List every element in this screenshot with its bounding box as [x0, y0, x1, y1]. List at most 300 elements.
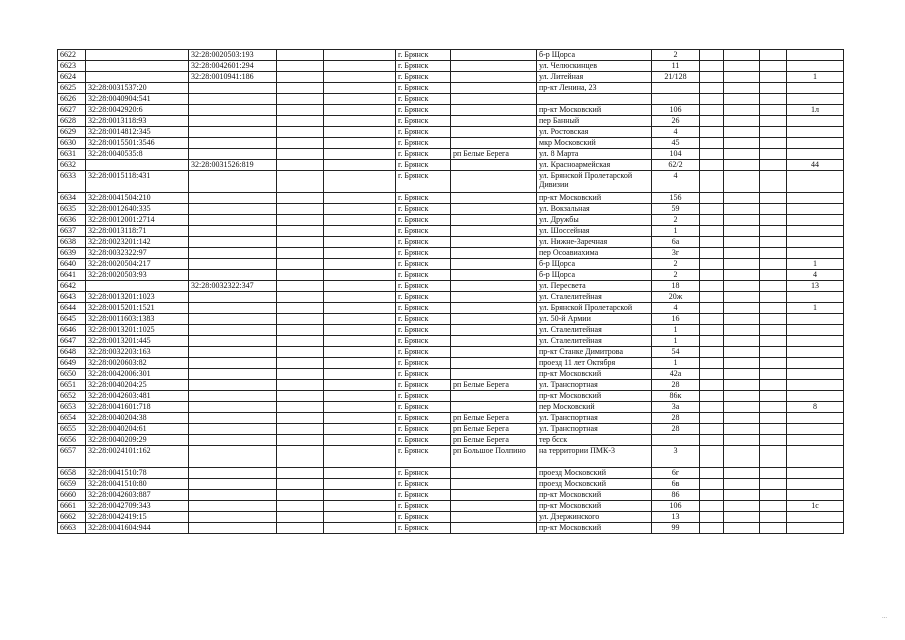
cell-street: ул. Транспортная [537, 380, 652, 391]
cell-house-number: 2 [652, 259, 700, 270]
cell-cadastral-number-alt [189, 270, 277, 281]
page-corner-mark: ... [882, 614, 888, 620]
cell-col-11 [724, 138, 760, 149]
cell-house-number: 156 [652, 193, 700, 204]
cell-cadastral-number: 32:28:0032322:97 [86, 248, 189, 259]
cell-col-10 [700, 325, 724, 336]
cell-cadastral-number: 32:28:0014812:345 [86, 127, 189, 138]
cell-settlement [451, 347, 537, 358]
cell-col-5 [324, 303, 396, 314]
cell-city: г. Брянск [396, 281, 451, 292]
cell-col-11 [724, 325, 760, 336]
cell-city: г. Брянск [396, 413, 451, 424]
cell-col-12 [760, 369, 787, 380]
cell-col-10 [700, 116, 724, 127]
cell-col-4 [277, 424, 324, 435]
cell-street: пр-кт Московский [537, 391, 652, 402]
cell-col-12 [760, 270, 787, 281]
cell-cadastral-number: 32:28:0013201:445 [86, 336, 189, 347]
cell-col-10 [700, 193, 724, 204]
cell-apartment [787, 94, 844, 105]
cell-settlement [451, 105, 537, 116]
cell-street: ул. Сталелитейная [537, 292, 652, 303]
cell-settlement [451, 479, 537, 490]
cell-col-12 [760, 391, 787, 402]
cell-apartment [787, 116, 844, 127]
cell-city: г. Брянск [396, 314, 451, 325]
cell-house-number: 28 [652, 413, 700, 424]
table-row [58, 149, 844, 160]
cell-apartment [787, 446, 844, 468]
cell-settlement [451, 116, 537, 127]
cell-apartment [787, 138, 844, 149]
cell-city: г. Брянск [396, 490, 451, 501]
cell-col-5 [324, 50, 396, 61]
table-row [58, 193, 844, 204]
cell-cadastral-number-alt [189, 259, 277, 270]
cell-col-10 [700, 226, 724, 237]
cell-settlement [451, 226, 537, 237]
cell-apartment [787, 380, 844, 391]
cell-col-12 [760, 105, 787, 116]
cell-house-number: 106 [652, 105, 700, 116]
cell-apartment [787, 490, 844, 501]
cell-col-4 [277, 501, 324, 512]
cell-row-number: 6639 [58, 248, 86, 259]
cell-col-11 [724, 358, 760, 369]
cell-settlement [451, 171, 537, 193]
cell-house-number: 1 [652, 358, 700, 369]
cell-col-11 [724, 413, 760, 424]
cell-cadastral-number-alt [189, 127, 277, 138]
cell-col-4 [277, 127, 324, 138]
cell-col-4 [277, 281, 324, 292]
cell-col-10 [700, 479, 724, 490]
cell-cadastral-number: 32:28:0013201:1025 [86, 325, 189, 336]
cell-settlement [451, 325, 537, 336]
cell-city: г. Брянск [396, 193, 451, 204]
table-row [58, 424, 844, 435]
cell-cadastral-number: 32:28:0013118:93 [86, 116, 189, 127]
cell-row-number: 6646 [58, 325, 86, 336]
cell-cadastral-number: 32:28:0042603:481 [86, 391, 189, 402]
cell-row-number: 6643 [58, 292, 86, 303]
cell-cadastral-number-alt: 32:28:0020503:193 [189, 50, 277, 61]
cell-col-12 [760, 413, 787, 424]
table-row [58, 314, 844, 325]
cell-col-10 [700, 160, 724, 171]
cell-cadastral-number-alt [189, 237, 277, 248]
cell-house-number: 11 [652, 61, 700, 72]
cell-house-number: 1 [652, 325, 700, 336]
cell-col-12 [760, 248, 787, 259]
table-row [58, 72, 844, 83]
cell-cadastral-number: 32:28:0020503:93 [86, 270, 189, 281]
cell-row-number: 6648 [58, 347, 86, 358]
cell-settlement [451, 281, 537, 292]
cell-col-11 [724, 369, 760, 380]
cell-col-12 [760, 259, 787, 270]
cell-street [537, 94, 652, 105]
cell-col-11 [724, 292, 760, 303]
cell-apartment [787, 314, 844, 325]
cell-street: пр-кт Ленина, 23 [537, 83, 652, 94]
cell-cadastral-number: 32:28:0042006:301 [86, 369, 189, 380]
cell-cadastral-number-alt: 32:28:0042601:294 [189, 61, 277, 72]
cell-cadastral-number-alt [189, 149, 277, 160]
cell-apartment: 1 [787, 259, 844, 270]
cell-apartment [787, 50, 844, 61]
cell-row-number: 6658 [58, 468, 86, 479]
cell-col-11 [724, 523, 760, 534]
cell-city: г. Брянск [396, 248, 451, 259]
cell-settlement [451, 402, 537, 413]
cell-cadastral-number: 32:28:0040204:61 [86, 424, 189, 435]
table-row [58, 358, 844, 369]
cell-col-10 [700, 369, 724, 380]
cell-cadastral-number: 32:28:0041601:718 [86, 402, 189, 413]
cell-col-4 [277, 105, 324, 116]
table-row [58, 446, 844, 468]
cell-city: г. Брянск [396, 446, 451, 468]
cell-cadastral-number-alt: 32:28:0032322:347 [189, 281, 277, 292]
cell-house-number: 20ж [652, 292, 700, 303]
cell-cadastral-number: 32:28:0042709:343 [86, 501, 189, 512]
cell-row-number: 6645 [58, 314, 86, 325]
cell-city: г. Брянск [396, 303, 451, 314]
cell-row-number: 6650 [58, 369, 86, 380]
cell-street: пр-кт Московский [537, 193, 652, 204]
cell-col-10 [700, 402, 724, 413]
cell-col-4 [277, 347, 324, 358]
cell-city: г. Брянск [396, 83, 451, 94]
cell-col-5 [324, 171, 396, 193]
cell-row-number: 6623 [58, 61, 86, 72]
cell-street: проезд 11 лет Октября [537, 358, 652, 369]
cell-house-number: 28 [652, 424, 700, 435]
table-row [58, 325, 844, 336]
cell-col-5 [324, 215, 396, 226]
cell-settlement [451, 336, 537, 347]
cell-apartment [787, 358, 844, 369]
cell-col-11 [724, 61, 760, 72]
cell-apartment [787, 325, 844, 336]
cell-col-12 [760, 314, 787, 325]
cell-col-4 [277, 72, 324, 83]
cell-settlement [451, 303, 537, 314]
cell-row-number: 6660 [58, 490, 86, 501]
cell-city: г. Брянск [396, 116, 451, 127]
table-row [58, 94, 844, 105]
cell-cadastral-number-alt [189, 523, 277, 534]
cell-city: г. Брянск [396, 270, 451, 281]
cell-cadastral-number-alt [189, 193, 277, 204]
cell-col-10 [700, 61, 724, 72]
cell-apartment [787, 435, 844, 446]
cell-cadastral-number-alt [189, 501, 277, 512]
cell-col-5 [324, 292, 396, 303]
cell-col-4 [277, 50, 324, 61]
cell-col-10 [700, 248, 724, 259]
cell-col-10 [700, 292, 724, 303]
cell-city: г. Брянск [396, 50, 451, 61]
cell-cadastral-number-alt [189, 424, 277, 435]
cell-col-10 [700, 446, 724, 468]
cell-col-4 [277, 380, 324, 391]
cell-col-12 [760, 94, 787, 105]
cell-col-12 [760, 479, 787, 490]
cell-col-5 [324, 259, 396, 270]
cell-apartment [787, 391, 844, 402]
cell-col-12 [760, 435, 787, 446]
cell-col-5 [324, 358, 396, 369]
cell-col-10 [700, 72, 724, 83]
cell-row-number: 6663 [58, 523, 86, 534]
cell-col-11 [724, 270, 760, 281]
cell-apartment [787, 149, 844, 160]
cell-col-5 [324, 468, 396, 479]
cell-col-12 [760, 83, 787, 94]
table-row [58, 380, 844, 391]
cell-col-12 [760, 402, 787, 413]
cell-col-5 [324, 204, 396, 215]
cell-apartment [787, 127, 844, 138]
cell-house-number: 6в [652, 479, 700, 490]
table-row [58, 512, 844, 523]
cell-col-10 [700, 413, 724, 424]
cell-cadastral-number: 32:28:0012001:2714 [86, 215, 189, 226]
cell-col-5 [324, 105, 396, 116]
cell-street: ул. Ростовская [537, 127, 652, 138]
table-row [58, 127, 844, 138]
cell-cadastral-number-alt [189, 512, 277, 523]
cell-city: г. Брянск [396, 138, 451, 149]
cell-street: ул. Шоссейная [537, 226, 652, 237]
cell-settlement [451, 358, 537, 369]
cell-cadastral-number: 32:28:0024101:162 [86, 446, 189, 468]
cell-cadastral-number-alt [189, 215, 277, 226]
cell-col-5 [324, 347, 396, 358]
cell-col-4 [277, 149, 324, 160]
cell-cadastral-number-alt [189, 435, 277, 446]
cell-row-number: 6652 [58, 391, 86, 402]
cell-col-11 [724, 149, 760, 160]
cell-col-10 [700, 314, 724, 325]
cell-col-5 [324, 435, 396, 446]
cell-street: пр-кт Московский [537, 369, 652, 380]
cell-cadastral-number-alt [189, 171, 277, 193]
cell-house-number: 62/2 [652, 160, 700, 171]
cell-col-5 [324, 72, 396, 83]
cell-apartment [787, 413, 844, 424]
cell-col-12 [760, 446, 787, 468]
cell-col-12 [760, 281, 787, 292]
cell-col-10 [700, 138, 724, 149]
cell-cadastral-number-alt [189, 490, 277, 501]
table-row [58, 281, 844, 292]
cell-col-12 [760, 138, 787, 149]
cell-settlement: рп Белые Берега [451, 149, 537, 160]
cell-apartment: 8 [787, 402, 844, 413]
cell-col-5 [324, 226, 396, 237]
cell-house-number: 86к [652, 391, 700, 402]
cell-col-10 [700, 523, 724, 534]
cell-house-number: 104 [652, 149, 700, 160]
cell-cadastral-number-alt: 32:28:0031526:819 [189, 160, 277, 171]
cell-street: ул. Челюскинцев [537, 61, 652, 72]
table-row [58, 270, 844, 281]
cell-col-4 [277, 314, 324, 325]
cell-cadastral-number-alt [189, 314, 277, 325]
cell-row-number: 6656 [58, 435, 86, 446]
cell-cadastral-number [86, 61, 189, 72]
cell-col-5 [324, 248, 396, 259]
cell-house-number: 6г [652, 468, 700, 479]
cell-apartment [787, 292, 844, 303]
cell-col-12 [760, 380, 787, 391]
cell-city: г. Брянск [396, 501, 451, 512]
cell-col-11 [724, 215, 760, 226]
cell-city: г. Брянск [396, 127, 451, 138]
cell-house-number: 4 [652, 303, 700, 314]
cell-house-number: 3а [652, 402, 700, 413]
cell-row-number: 6633 [58, 171, 86, 193]
cell-cadastral-number-alt [189, 248, 277, 259]
cell-apartment [787, 171, 844, 193]
cell-cadastral-number-alt: 32:28:0010941:186 [189, 72, 277, 83]
cell-street: пр-кт Московский [537, 501, 652, 512]
cell-row-number: 6657 [58, 446, 86, 468]
cell-col-12 [760, 325, 787, 336]
cell-street: пр-кт Московский [537, 490, 652, 501]
cell-col-4 [277, 83, 324, 94]
cell-col-12 [760, 72, 787, 83]
cell-city: г. Брянск [396, 402, 451, 413]
cell-col-4 [277, 512, 324, 523]
cell-row-number: 6625 [58, 83, 86, 94]
table-row [58, 204, 844, 215]
cell-settlement [451, 127, 537, 138]
cell-cadastral-number [86, 160, 189, 171]
cell-col-11 [724, 314, 760, 325]
cell-col-5 [324, 402, 396, 413]
cell-city: г. Брянск [396, 347, 451, 358]
table-body [58, 50, 844, 534]
cell-row-number: 6661 [58, 501, 86, 512]
cell-col-11 [724, 336, 760, 347]
cell-cadastral-number: 32:28:0042603:887 [86, 490, 189, 501]
cell-col-11 [724, 94, 760, 105]
table-row [58, 435, 844, 446]
cell-house-number: 45 [652, 138, 700, 149]
table-row [58, 391, 844, 402]
cell-house-number: 2 [652, 270, 700, 281]
cell-street: ул. Транспортная [537, 424, 652, 435]
cell-row-number: 6642 [58, 281, 86, 292]
cell-house-number: 54 [652, 347, 700, 358]
cell-col-4 [277, 94, 324, 105]
cell-col-5 [324, 413, 396, 424]
cell-col-11 [724, 127, 760, 138]
cell-col-11 [724, 50, 760, 61]
cell-col-10 [700, 501, 724, 512]
cell-cadastral-number-alt [189, 292, 277, 303]
cell-city: г. Брянск [396, 226, 451, 237]
cell-settlement: рп Большое Полпино [451, 446, 537, 468]
cell-cadastral-number [86, 281, 189, 292]
cell-row-number: 6636 [58, 215, 86, 226]
cell-col-12 [760, 116, 787, 127]
cell-street: б-р Щорса [537, 270, 652, 281]
cell-col-10 [700, 105, 724, 116]
cell-city: г. Брянск [396, 435, 451, 446]
cell-col-10 [700, 149, 724, 160]
cell-col-12 [760, 204, 787, 215]
cell-city: г. Брянск [396, 94, 451, 105]
cell-cadastral-number-alt [189, 204, 277, 215]
cell-house-number: 86 [652, 490, 700, 501]
cell-col-11 [724, 512, 760, 523]
cell-cadastral-number: 32:28:0040209:29 [86, 435, 189, 446]
cell-house-number [652, 94, 700, 105]
cell-apartment [787, 83, 844, 94]
cell-cadastral-number: 32:28:0015501:3546 [86, 138, 189, 149]
table-row [58, 479, 844, 490]
cell-house-number: 4 [652, 171, 700, 193]
cell-col-12 [760, 193, 787, 204]
cell-col-11 [724, 83, 760, 94]
table-row [58, 523, 844, 534]
table-row [58, 138, 844, 149]
cell-apartment: 1 [787, 303, 844, 314]
cell-cadastral-number-alt [189, 369, 277, 380]
cell-street: ул. Дружбы [537, 215, 652, 226]
cell-col-4 [277, 270, 324, 281]
cell-col-10 [700, 358, 724, 369]
cell-cadastral-number-alt [189, 336, 277, 347]
cell-col-11 [724, 303, 760, 314]
cell-settlement: рп Белые Берега [451, 435, 537, 446]
cell-city: г. Брянск [396, 358, 451, 369]
cell-col-5 [324, 270, 396, 281]
cell-street: ул. Сталелитейная [537, 325, 652, 336]
cell-settlement [451, 270, 537, 281]
cell-col-10 [700, 94, 724, 105]
cell-row-number: 6649 [58, 358, 86, 369]
cell-settlement [451, 204, 537, 215]
table-row [58, 61, 844, 72]
cell-house-number: 99 [652, 523, 700, 534]
cell-col-11 [724, 391, 760, 402]
cell-cadastral-number: 32:28:0042920:6 [86, 105, 189, 116]
cell-cadastral-number: 32:28:0041604:944 [86, 523, 189, 534]
cell-col-4 [277, 325, 324, 336]
cell-col-5 [324, 512, 396, 523]
cell-street: ул. Брянской Пролетарской [537, 303, 652, 314]
table-row [58, 215, 844, 226]
cell-city: г. Брянск [396, 292, 451, 303]
cell-cadastral-number-alt [189, 83, 277, 94]
cell-cadastral-number: 32:28:0012640:335 [86, 204, 189, 215]
cell-col-11 [724, 226, 760, 237]
cell-col-4 [277, 435, 324, 446]
cell-city: г. Брянск [396, 468, 451, 479]
cell-cadastral-number: 32:28:0041510:80 [86, 479, 189, 490]
cell-house-number: 28 [652, 380, 700, 391]
cell-cadastral-number-alt [189, 138, 277, 149]
cell-row-number: 6644 [58, 303, 86, 314]
cell-city: г. Брянск [396, 72, 451, 83]
